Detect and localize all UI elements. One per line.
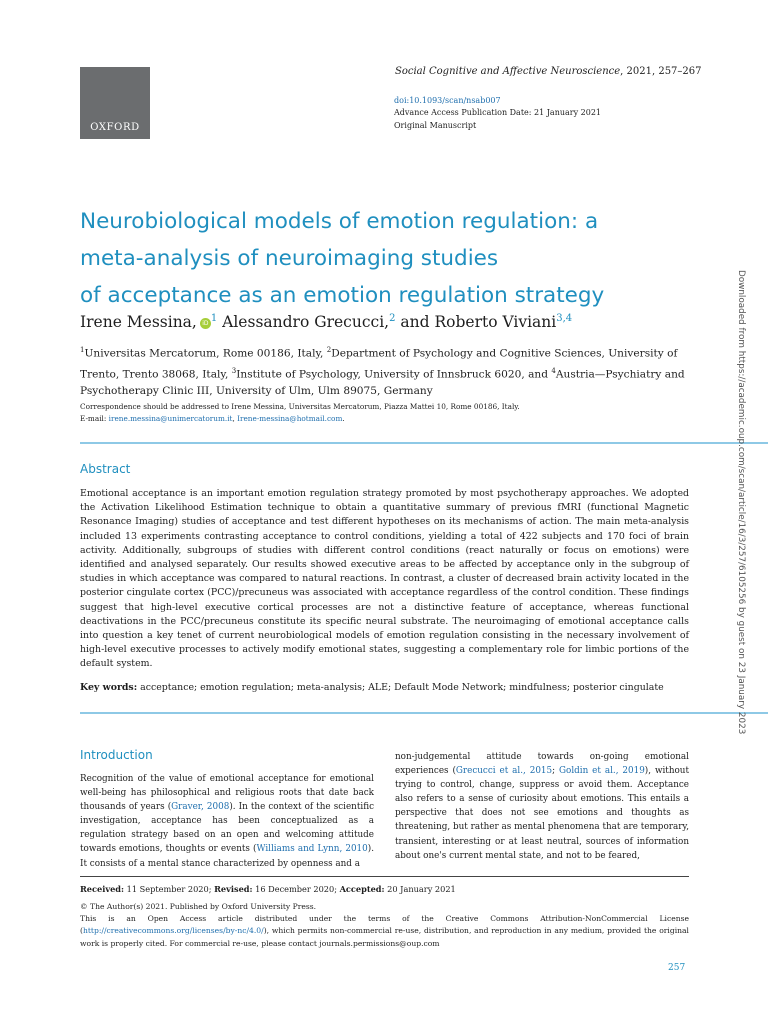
oxford-logo [80,67,150,139]
abstract-text: Emotional acceptance is an important emotion regulation strategy promoted by most psychotherapy approaches. We adopted the Activation Likelihood Estimation technique to obtain a quantitative summary of previous fMRI (functional Magnetic Resonance Imaging) studies of acceptance and test different hypotheses on its mechanisms of action. The main meta-analysis included 13 experiments contrasting acceptance to control conditions, yielding a total of 422 subjects and 170 foci of brain activity. Additionally, subgroups of studies with different control conditions (react naturally or focus on emotions) were identified and analysed separately. Our results showed executive areas to be affected by acceptance only in the subgroup of studies in which acceptance was compared to natural reactions. In contrast, a cluster of decreased brain activity located in the posterior cingulate cortex (PCC)/precuneus was associated with acceptance regardless of the control condition. These findings suggest that high-level executive cortical processes are not a distinctive feature of acceptance, whereas functional deactivations in the PCC/precuneus constitute its specific neural substrate. The neuroimaging of emotional acceptance calls into question a key tenet of current neurobiological models of emotion regulation consisting in the necessary involvement of high-level executive processes to actively modify emotional states, suggesting a complementary role for limbic portions of the default system. [80,488,689,670]
journal-name: Social Cognitive and Affective Neuroscience [395,66,621,77]
correspondence-address: Correspondence should be addressed to Irene Messina, Universitas Mercatorum, Piazza Mattei 10, Rome 00186, Italy. [80,402,520,411]
intro-text: ). It consists of a mental stance characterized by openness and a [80,844,374,869]
intro-text: Recognition of the value of emotional acceptance for emotional well-being has philosophical and religious roots that date back thousands of years ( [80,774,374,813]
abstract-bottom-rule [80,712,768,714]
article-title [80,203,690,314]
citation-link[interactable]: Grecucci et al., 2015 [455,766,553,777]
intro-text: non-judgemental attitude towards on-going emotional experiences ( [395,752,689,777]
page-number: 257 [668,963,686,973]
affiliations [80,342,692,400]
email-separator: , [232,414,238,423]
intro-text: ), without trying to control, change, suppress or avoid them. Acceptance also refers to a sense of curiosity about emotions. This entails a perspective that does not see emotions and thoughts as threatening, but rather as mental phenomena that are temporary, transient, interesting or at least neutral, sources of information about one's current mental state, and not to be feared, [395,766,689,861]
license-link[interactable]: http://creativecommons.org/licenses/by-nc/4.0/ [82,926,264,936]
author-1-affil: 1 [210,313,218,324]
author-1: Irene Messina, [80,313,197,332]
received-date: 11 September 2020; [124,884,215,894]
manuscript-type: Original Manuscript [394,121,477,130]
license-statement [80,901,689,950]
author-3: and Roberto Viviani [395,313,557,332]
affil-marker-1: 1 [80,346,85,354]
title-line-1: Neurobiological models of emotion regulation: a [80,209,599,234]
title-line-3: of acceptance as an emotion regulation strategy [80,283,605,308]
logo-text: OXFORD [90,122,140,133]
author-2-affil: 2 [389,313,396,324]
doi-link[interactable]: doi:10.1093/scan/nsab007 [394,96,501,105]
introduction-column-left [80,772,374,871]
copyright-line: © The Author(s) 2021. Published by Oxford University Press. [80,902,317,911]
license-text: ), which permits non-commercial re-use, distribution, and reproduction in any medium, provided the original work is properly cited. For commercial re-use, please contact journals.permissions@oup.com [80,926,689,948]
affil-marker-2: 2 [326,346,332,354]
affil-1: Universitas Mercatorum, Rome 00186, Italy, [84,347,327,360]
affil-3: Institute of Psychology, University of Innsbruck 6020, and [236,368,552,381]
affil-2: Department of Psychology and Cognitive Sciences, University of Trento, Trento 38068, Italy, [80,347,678,381]
keywords-list: acceptance; emotion regulation; meta-analysis; ALE; Default Mode Network; mindfulness; posterior cingulate [137,682,664,693]
advance-access-date: Advance Access Publication Date: 21 January 2021 [394,108,602,117]
footer-rule [80,876,689,877]
affil-marker-3: 3 [231,366,237,375]
intro-text: ). In the context of the scientific investigation, acceptance has been conceptualized as a regulation strategy based on an open and welcoming attitude towards emotions, thoughts or events ( [80,802,374,855]
introduction-heading: Introduction [80,748,153,762]
author-2: Alessandro Grecucci, [217,313,390,332]
author-list [80,313,572,331]
citation-separator: ; [552,766,560,777]
accepted-label: Accepted: [339,884,385,894]
journal-year-pages: , 2021, 257–267 [620,66,702,77]
revised-label: Revised: [214,884,253,894]
download-watermark: Downloaded from https://academic.oup.com/scan/article/16/3/257/6105256 by guest on 23 January 2023 [736,270,746,735]
keywords-label: Key words: [80,682,138,693]
keywords [80,682,692,693]
received-label: Received: [80,884,125,894]
abstract-heading: Abstract [80,462,131,476]
license-text: This is an Open Access article distributed under the terms of the Creative Commons Attribution-NonCommercial License ( [80,914,689,936]
title-line-2: meta-analysis of neuroimaging studies [80,246,499,271]
orcid-icon[interactable]: iD [200,318,211,329]
affil-marker-4: 4 [551,366,556,375]
email-link-2[interactable]: Irene-messina@hotmail.com [237,414,343,423]
author-3-affil: 3,4 [556,313,573,324]
revised-date: 16 December 2020; [252,884,340,894]
email-label: E-mail: [80,414,109,423]
email-end: . [342,414,345,423]
article-dates [80,884,456,894]
citation-link[interactable]: Graver, 2008 [171,802,230,813]
accepted-date: 20 January 2021 [384,884,456,894]
abstract-top-rule [80,442,768,444]
citation-link[interactable]: Williams and Lynn, 2010 [256,844,368,855]
citation-link[interactable]: Goldin et al., 2019 [559,766,645,777]
affil-4: Austria—Psychiatry and Psychotherapy Clinic III, University of Ulm, Ulm 89075, Germany [80,368,685,398]
journal-citation [395,66,702,77]
correspondence [80,401,700,425]
introduction-column-right [395,750,689,863]
email-link-1[interactable]: irene.messina@unimercatorum.it [108,414,233,423]
